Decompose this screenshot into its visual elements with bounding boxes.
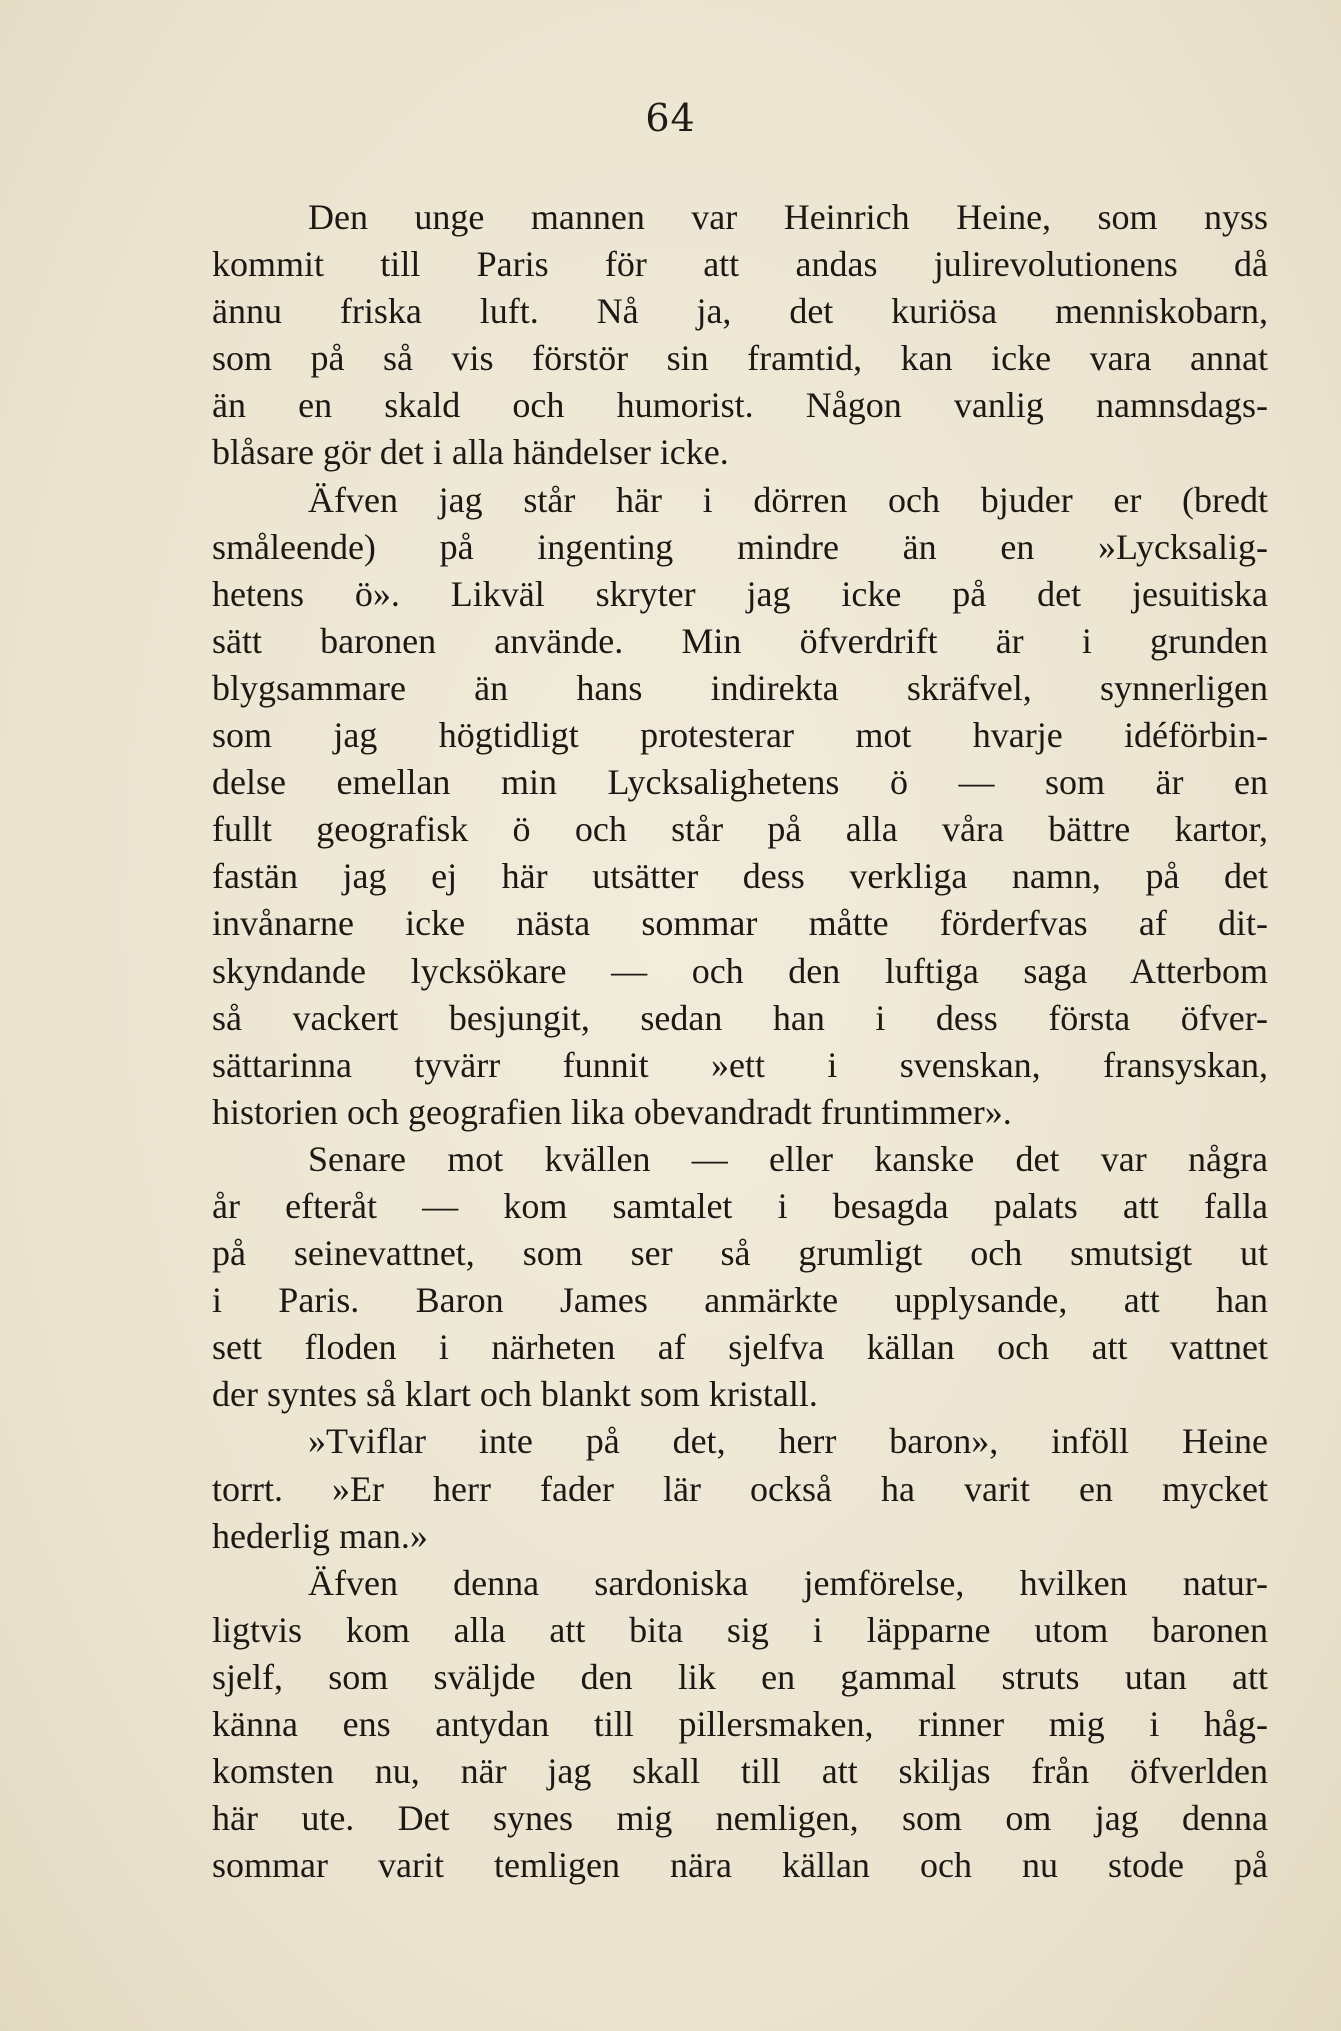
text-line: hetens ö». Likväl skryter jag icke på det jesuitiska — [212, 573, 1268, 614]
text-line: fullt geografisk ö och står på alla våra bättre kartor, — [212, 809, 1268, 850]
text-line: kommit till Paris för att andas julirevolutionens då — [212, 244, 1268, 285]
text-line: än en skald och humorist. Någon vanlig namnsdags- — [212, 385, 1268, 426]
text-line: blygsammare än hans indirekta skräfvel, synnerligen — [212, 667, 1268, 708]
text-line: sätt baronen använde. Min öfverdrift är i grunden — [212, 620, 1268, 661]
text-line: delse emellan min Lycksalighetens ö — som är en — [212, 762, 1268, 803]
body-text — [212, 194, 1268, 1889]
text-line: ännu friska luft. Nå ja, det kuriösa menniskobarn, — [212, 291, 1268, 332]
text-line: år efteråt — kom samtalet i besagda palats att falla — [212, 1185, 1268, 1226]
text-line: Äfven denna sardoniska jemförelse, hvilken natur- — [308, 1562, 1268, 1603]
text-line: sommar varit temligen nära källan och nu stode på — [212, 1845, 1268, 1886]
text-line: som jag högtidligt protesterar mot hvarje idéförbin- — [212, 715, 1268, 756]
text-line: komsten nu, när jag skall till att skiljas från öfverlden — [212, 1751, 1268, 1792]
page-number: 64 — [645, 96, 696, 140]
text-line: invånarne icke nästa sommar måtte förderfvas af dit- — [212, 903, 1268, 944]
text-line: skyndande lycksökare — och den luftiga saga Atterbom — [212, 950, 1268, 991]
text-line: sjelf, som sväljde den lik en gammal struts utan att — [212, 1656, 1268, 1697]
text-line: på seinevattnet, som ser så grumligt och smutsigt ut — [212, 1233, 1268, 1274]
text-line: blåsare gör det i alla händelser icke. — [212, 432, 729, 473]
text-line: sättarinna tyvärr funnit »ett i svenskan, fransyskan, — [212, 1044, 1268, 1085]
text-line: historien och geografien lika obevandradt fruntimmer». — [212, 1091, 1012, 1132]
text-line: Senare mot kvällen — eller kanske det var några — [308, 1138, 1268, 1179]
text-line: här ute. Det synes mig nemligen, som om jag denna — [212, 1798, 1268, 1839]
text-line: som på så vis förstör sin framtid, kan icke vara annat — [212, 338, 1268, 379]
text-line: känna ens antydan till pillersmaken, rinner mig i håg- — [212, 1704, 1268, 1744]
text-line: ligtvis kom alla att bita sig i läpparne utom baronen — [212, 1609, 1268, 1650]
text-line: i Paris. Baron James anmärkte upplysande, att han — [212, 1280, 1268, 1321]
text-line: torrt. »Er herr fader lär också ha varit en mycket — [212, 1468, 1268, 1509]
text-line: småleende) på ingenting mindre än en »Lycksalig- — [212, 526, 1268, 567]
text-line: »Tviflar inte på det, herr baron», inföll Heine — [308, 1421, 1268, 1462]
text-line: hederlig man.» — [212, 1515, 428, 1556]
text-line: sett floden i närheten af sjelfva källan och att vattnet — [212, 1327, 1268, 1368]
text-line: Den unge mannen var Heinrich Heine, som nyss — [308, 197, 1268, 237]
text-line: Äfven jag står här i dörren och bjuder er (bredt — [308, 479, 1268, 520]
text-line: fastän jag ej här utsätter dess verkliga namn, på det — [212, 856, 1268, 897]
text-line: så vackert besjungit, sedan han i dess första öfver- — [212, 997, 1268, 1038]
text-line: der syntes så klart och blankt som kristall. — [212, 1374, 818, 1415]
